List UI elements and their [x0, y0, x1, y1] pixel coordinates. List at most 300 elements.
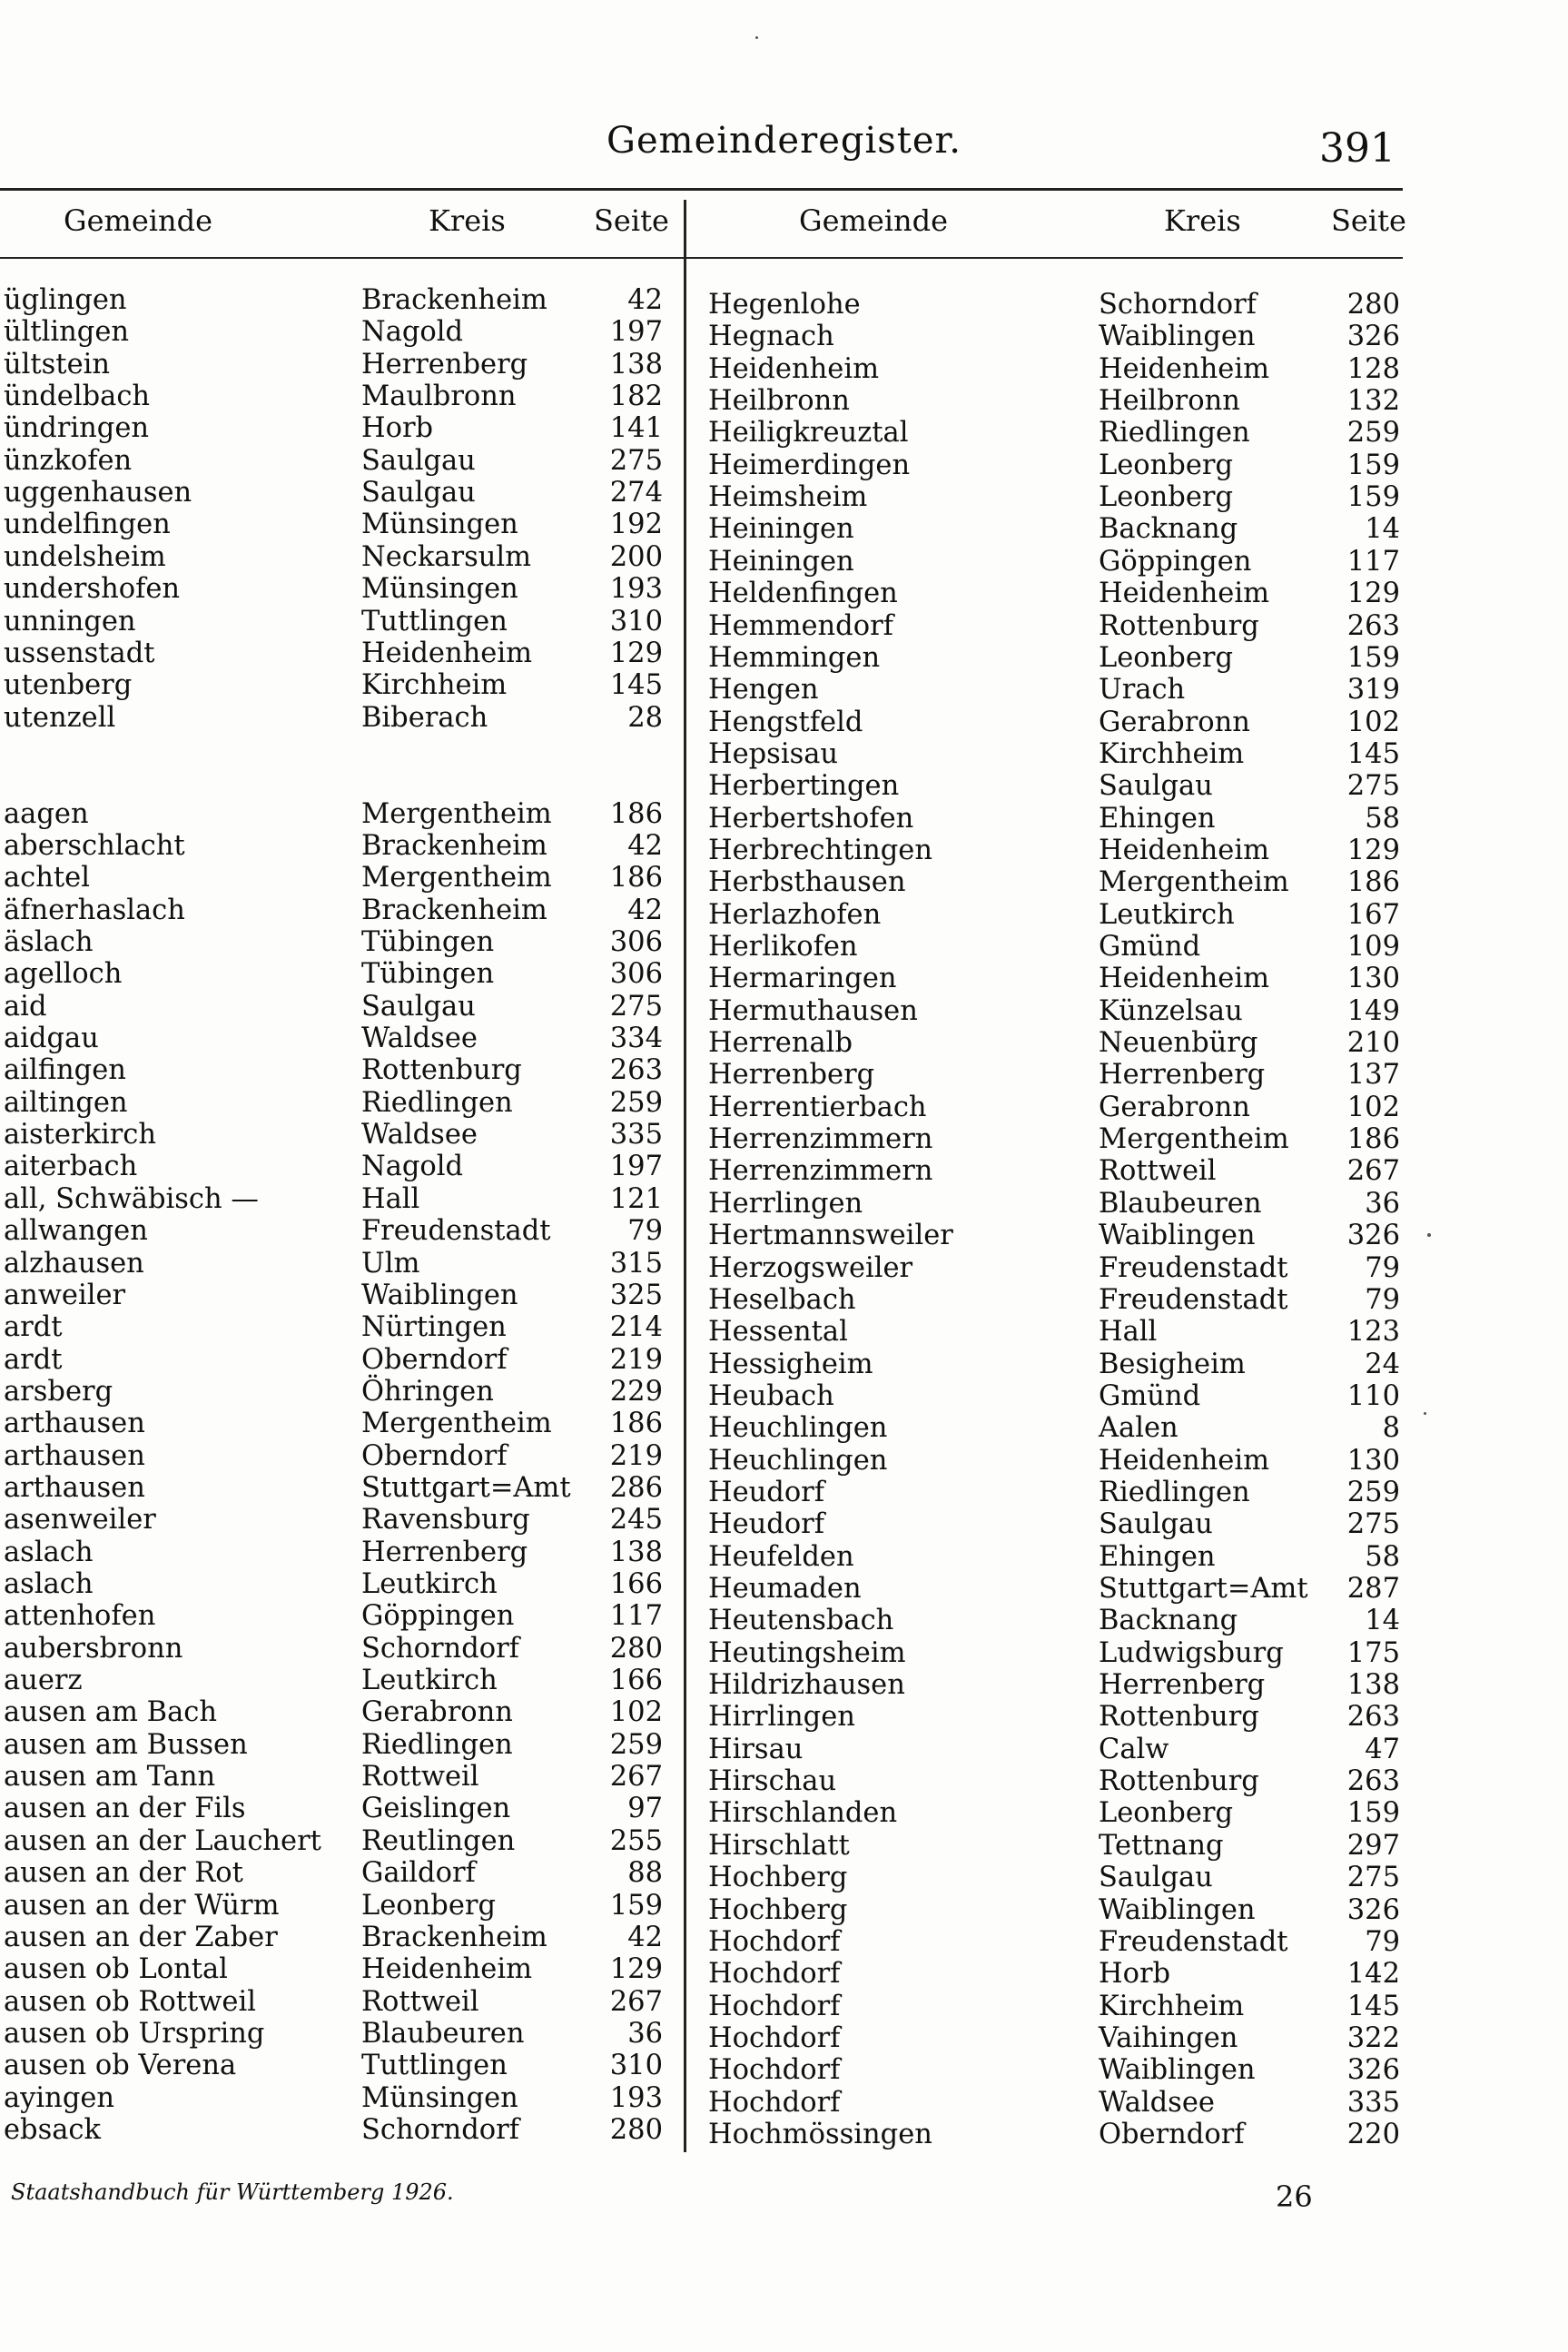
kreis-name: Waiblingen	[1099, 321, 1256, 353]
register-row	[692, 321, 1409, 352]
seite-number: 79	[627, 1215, 663, 1248]
register-row	[0, 926, 672, 958]
gemeinde-name: asenweiler	[4, 1504, 156, 1537]
kreis-name: Schorndorf	[1099, 289, 1257, 321]
kreis-name: Waldsee	[361, 1023, 478, 1055]
seite-number: 166	[609, 1665, 663, 1697]
gemeinde-name: Heuchlingen	[708, 1412, 888, 1445]
register-row	[692, 1926, 1409, 1958]
gemeinde-name: Heubach	[708, 1379, 834, 1412]
gemeinde-name: undelsheim	[4, 540, 166, 573]
register-row	[0, 1183, 672, 1215]
seite-number: 102	[1346, 1091, 1400, 1123]
kreis-name: Vaihingen	[1099, 2021, 1238, 2054]
kreis-name: Backnang	[1099, 513, 1238, 546]
seite-number: 335	[609, 1119, 663, 1151]
seite-number: 129	[1346, 834, 1400, 866]
footer-source: Staatshandbuch für Württemberg 1926.	[11, 2179, 454, 2205]
register-row	[692, 578, 1409, 609]
register-row	[0, 1087, 672, 1119]
register-row	[692, 1637, 1409, 1669]
gemeinde-name: ausen an der Lauchert	[4, 1824, 321, 1857]
kreis-name: Gmünd	[1099, 931, 1201, 963]
register-row	[0, 637, 672, 669]
gemeinde-name: ündelbach	[4, 380, 151, 413]
gemeinde-name: Hertmannsweiler	[708, 1220, 953, 1252]
kreis-name: Kirchheim	[1099, 1990, 1245, 2022]
register-row	[0, 445, 672, 477]
kreis-name: Leonberg	[1099, 641, 1233, 674]
seite-number: 259	[609, 1086, 663, 1119]
gemeinde-name: achtel	[4, 862, 90, 894]
kreis-name: Hall	[1099, 1316, 1158, 1349]
register-row	[0, 1922, 672, 1953]
seite-number: 297	[1346, 1829, 1400, 1862]
register-row	[692, 1445, 1409, 1477]
register-row	[692, 931, 1409, 963]
register-row	[0, 1054, 672, 1086]
seite-number: 128	[1346, 352, 1400, 385]
register-row	[692, 1894, 1409, 1926]
register-row	[692, 770, 1409, 802]
gemeinde-name: Hochdorf	[708, 1958, 841, 1991]
kreis-name: Leonberg	[1099, 481, 1233, 514]
kreis-name: Nagold	[361, 1151, 464, 1183]
left-header-gemeinde: Gemeinde	[64, 203, 213, 238]
kreis-name: Mergentheim	[361, 862, 552, 894]
seite-number: 306	[609, 958, 663, 991]
gemeinde-name: ardt	[4, 1311, 63, 1344]
seite-number: 186	[609, 797, 663, 830]
register-row	[0, 1633, 672, 1665]
kreis-name: Leutkirch	[1099, 898, 1235, 931]
gemeinde-name: Herbrechtingen	[708, 834, 932, 866]
gemeinde-name: Hessigheim	[708, 1348, 873, 1380]
kreis-name: Brackenheim	[361, 894, 547, 926]
kreis-name: Leutkirch	[361, 1665, 498, 1697]
register-row	[0, 1665, 672, 1696]
seite-number: 79	[1365, 1925, 1400, 1958]
gemeinde-name: üglingen	[4, 284, 127, 316]
gemeinde-name: Hochdorf	[708, 1990, 841, 2022]
gemeinde-name: aslach	[4, 1536, 94, 1568]
kreis-name: Riedlingen	[361, 1728, 513, 1761]
register-row	[692, 1573, 1409, 1605]
gemeinde-name: Herbertingen	[708, 770, 900, 803]
register-row	[692, 1605, 1409, 1636]
register-row	[0, 1890, 672, 1922]
gemeinde-name: Hirschlanden	[708, 1797, 898, 1830]
gemeinde-name: Herbsthausen	[708, 866, 906, 899]
register-row	[0, 1761, 672, 1793]
register-row	[692, 1412, 1409, 1444]
register-row	[692, 1862, 1409, 1893]
gemeinde-name: Heimerdingen	[708, 449, 911, 481]
register-row	[692, 1797, 1409, 1829]
register-row	[0, 798, 672, 830]
gemeinde-name: ausen am Tann	[4, 1761, 216, 1794]
gemeinde-name: Heudorf	[708, 1476, 825, 1508]
register-row	[0, 541, 672, 573]
gemeinde-name: Heimsheim	[708, 481, 868, 514]
kreis-name: Heidenheim	[1099, 1444, 1269, 1477]
gemeinde-name: Heudorf	[708, 1508, 825, 1541]
register-row	[692, 513, 1409, 545]
right-header-seite: Seite	[1331, 203, 1406, 238]
register-row	[692, 866, 1409, 898]
register-row	[692, 642, 1409, 674]
register-row	[0, 1311, 672, 1343]
seite-number: 88	[627, 1857, 663, 1890]
gemeinde-name: Herlazhofen	[708, 898, 882, 931]
kreis-name: Rottweil	[361, 1985, 479, 2018]
kreis-name: Herrenberg	[361, 1536, 528, 1568]
gemeinde-name: Hemmendorf	[708, 609, 893, 642]
kreis-name: Oberndorf	[1099, 2118, 1245, 2150]
register-row	[692, 835, 1409, 866]
gemeinde-name: ausen an der Fils	[4, 1793, 246, 1825]
kreis-name: Hall	[361, 1182, 420, 1215]
kreis-name: Heidenheim	[1099, 963, 1269, 995]
gemeinde-name: ültstein	[4, 348, 111, 380]
register-row	[0, 2018, 672, 2050]
kreis-name: Ulm	[361, 1247, 420, 1280]
seite-number: 219	[609, 1439, 663, 1472]
kreis-name: Schorndorf	[361, 2113, 519, 2146]
seite-number: 109	[1346, 931, 1400, 963]
seite-number: 275	[1346, 1508, 1400, 1541]
gemeinde-name: Heldenfingen	[708, 578, 898, 610]
gemeinde-name: Hochberg	[708, 1862, 848, 1894]
register-row	[0, 702, 672, 734]
kreis-name: Waiblingen	[361, 1279, 518, 1311]
register-row	[0, 669, 672, 701]
seite-number: 145	[1346, 737, 1400, 770]
gemeinde-name: aid	[4, 990, 47, 1023]
gemeinde-name: Hochmössingen	[708, 2118, 932, 2150]
kreis-name: Waiblingen	[1099, 2054, 1256, 2087]
gemeinde-name: aslach	[4, 1568, 94, 1600]
seite-number: 137	[1346, 1059, 1400, 1092]
seite-number: 102	[609, 1696, 663, 1729]
register-row	[0, 349, 672, 380]
seite-number: 186	[1346, 1123, 1400, 1156]
seite-number: 267	[609, 1985, 663, 2018]
kreis-name: Freudenstadt	[1099, 1251, 1288, 1284]
kreis-name: Heidenheim	[1099, 834, 1269, 866]
gemeinde-name: arsberg	[4, 1375, 113, 1408]
register-row	[692, 1027, 1409, 1059]
seite-number: 138	[1346, 1669, 1400, 1702]
seite-number: 145	[1346, 1990, 1400, 2022]
seite-number: 315	[609, 1247, 663, 1280]
gemeinde-name: Herrlingen	[708, 1187, 863, 1220]
kreis-name: Blaubeuren	[1099, 1187, 1262, 1220]
kreis-name: Gmünd	[1099, 1379, 1201, 1412]
register-row	[0, 1151, 672, 1182]
register-row	[692, 738, 1409, 770]
gemeinde-name: Hermaringen	[708, 963, 897, 995]
gemeinde-name: ausen ob Rottweil	[4, 1985, 256, 2018]
seite-number: 97	[627, 1793, 663, 1825]
register-row	[692, 1669, 1409, 1701]
left-header-seite: Seite	[594, 203, 669, 238]
gemeinde-name: utenberg	[4, 669, 133, 702]
kreis-name: Ravensburg	[361, 1504, 530, 1537]
seite-number: 42	[627, 829, 663, 862]
footer-sheet-number: 26	[1276, 2179, 1313, 2214]
register-row	[0, 1504, 672, 1536]
register-row	[692, 1701, 1409, 1733]
kreis-name: Geislingen	[361, 1793, 511, 1825]
gemeinde-name: Herzogsweiler	[708, 1251, 913, 1284]
kreis-name: Saulgau	[361, 990, 476, 1023]
kreis-name: Ehingen	[1099, 1540, 1216, 1573]
seite-number: 186	[1346, 866, 1400, 899]
kreis-name: Heidenheim	[361, 637, 532, 669]
register-row	[692, 1991, 1409, 2022]
gemeinde-name: ausen am Bach	[4, 1696, 217, 1729]
kreis-name: Freudenstadt	[1099, 1925, 1288, 1958]
register-row	[692, 1059, 1409, 1091]
register-row	[692, 1349, 1409, 1380]
register-row	[692, 1830, 1409, 1862]
seite-number: 159	[609, 1889, 663, 1922]
seite-number: 280	[1346, 289, 1400, 321]
kreis-name: Freudenstadt	[1099, 1283, 1288, 1316]
kreis-name: Saulgau	[1099, 1862, 1213, 1894]
kreis-name: Kirchheim	[361, 669, 508, 702]
gemeinde-name: Hegnach	[708, 321, 834, 353]
kreis-name: Reutlingen	[361, 1824, 516, 1857]
seite-number: 325	[609, 1279, 663, 1311]
kreis-name: Mergentheim	[361, 797, 552, 830]
scan-speck	[755, 36, 758, 39]
seite-number: 287	[1346, 1573, 1400, 1605]
seite-number: 186	[609, 862, 663, 894]
gemeinde-name: agelloch	[4, 958, 123, 991]
register-row	[0, 477, 672, 509]
seite-number: 193	[609, 573, 663, 606]
kreis-name: Backnang	[1099, 1605, 1238, 1637]
seite-number: 166	[609, 1568, 663, 1600]
gemeinde-name: aubersbronn	[4, 1632, 183, 1665]
seite-number: 192	[609, 509, 663, 541]
seite-number: 159	[1346, 641, 1400, 674]
register-row	[0, 380, 672, 412]
seite-number: 79	[1365, 1251, 1400, 1284]
kreis-name: Calw	[1099, 1733, 1169, 1765]
register-row	[0, 1953, 672, 1985]
kreis-name: Saulgau	[361, 444, 476, 477]
gemeinde-name: Herrenzimmern	[708, 1123, 933, 1156]
seite-number: 14	[1365, 1605, 1400, 1637]
register-row	[0, 1825, 672, 1857]
kreis-name: Heidenheim	[1099, 352, 1269, 385]
kreis-name: Neuenbürg	[1099, 1027, 1258, 1060]
seite-number: 267	[1346, 1155, 1400, 1188]
gemeinde-name: Hochdorf	[708, 2054, 841, 2087]
gemeinde-name: ussenstadt	[4, 637, 155, 669]
seite-number: 102	[1346, 706, 1400, 738]
seite-number: 138	[609, 348, 663, 380]
kreis-name: Herrenberg	[1099, 1669, 1266, 1702]
gemeinde-name: Hessental	[708, 1316, 848, 1349]
seite-number: 259	[609, 1728, 663, 1761]
seite-number: 197	[609, 1151, 663, 1183]
register-row	[692, 707, 1409, 738]
gemeinde-name: Hochberg	[708, 1893, 848, 1926]
gemeinde-name: aisterkirch	[4, 1119, 157, 1151]
right-header-gemeinde: Gemeinde	[799, 203, 949, 238]
gemeinde-name: allwangen	[4, 1215, 148, 1248]
kreis-name: Riedlingen	[1099, 417, 1250, 450]
kreis-name: Ehingen	[1099, 802, 1216, 835]
gemeinde-name: ayingen	[4, 2081, 115, 2114]
seite-number: 280	[609, 1632, 663, 1665]
kreis-name: Tübingen	[361, 958, 495, 991]
kreis-name: Saulgau	[361, 477, 476, 509]
seite-number: 335	[1346, 2086, 1400, 2119]
kreis-name: Nagold	[361, 316, 464, 349]
running-title: Gemeinderegister.	[606, 120, 962, 162]
seite-number: 175	[1346, 1636, 1400, 1669]
register-row	[0, 862, 672, 894]
register-row	[0, 1600, 672, 1632]
gemeinde-name: Hochdorf	[708, 2086, 841, 2119]
kreis-name: Heidenheim	[1099, 578, 1269, 610]
gemeinde-name: Hirschau	[708, 1765, 837, 1798]
seite-number: 263	[609, 1054, 663, 1087]
register-row	[0, 2114, 672, 2146]
gemeinde-name: arthausen	[4, 1439, 145, 1472]
seite-number: 36	[627, 2017, 663, 2050]
kreis-name: Tuttlingen	[361, 2050, 508, 2082]
gemeinde-name: undelfingen	[4, 509, 171, 541]
gemeinde-name: aagen	[4, 797, 89, 830]
register-row	[692, 481, 1409, 513]
register-row	[0, 1986, 672, 2018]
seite-number: 58	[1365, 1540, 1400, 1573]
seite-number: 275	[609, 444, 663, 477]
register-row	[0, 316, 672, 348]
gemeinde-name: ausen ob Lontal	[4, 1953, 228, 1986]
register-row	[0, 766, 672, 797]
kreis-name: Heidenheim	[361, 1953, 532, 1986]
gemeinde-name: Hegenlohe	[708, 289, 861, 321]
seite-number: 275	[609, 990, 663, 1023]
gemeinde-name: Heilbronn	[708, 385, 850, 418]
kreis-name: Heilbronn	[1099, 385, 1240, 418]
kreis-name: Brackenheim	[361, 829, 547, 862]
kreis-name: Herrenberg	[1099, 1059, 1266, 1092]
register-row	[692, 1092, 1409, 1123]
kreis-name: Öhringen	[361, 1375, 494, 1408]
gemeinde-name: ausen an der Rot	[4, 1857, 243, 1890]
register-row	[692, 2119, 1409, 2150]
kreis-name: Saulgau	[1099, 1508, 1213, 1541]
seite-number: 310	[609, 605, 663, 637]
seite-number: 263	[1346, 1701, 1400, 1734]
seite-number: 197	[609, 316, 663, 349]
kreis-name: Urach	[1099, 674, 1186, 707]
register-row	[0, 958, 672, 990]
seite-number: 123	[1346, 1316, 1400, 1349]
kreis-name: Leonberg	[1099, 1797, 1233, 1830]
register-row	[692, 1958, 1409, 1990]
seite-number: 267	[609, 1761, 663, 1794]
register-row	[692, 1220, 1409, 1251]
register-row	[0, 830, 672, 862]
seite-number: 274	[609, 477, 663, 509]
scan-speck	[1427, 1233, 1431, 1237]
register-row	[0, 1215, 672, 1247]
kreis-name: Waiblingen	[1099, 1220, 1256, 1252]
kreis-name: Oberndorf	[361, 1343, 508, 1376]
register-row	[692, 1188, 1409, 1220]
register-row	[0, 1857, 672, 1889]
kreis-name: Kirchheim	[1099, 737, 1245, 770]
seite-number: 36	[1365, 1187, 1400, 1220]
kreis-name: Horb	[361, 412, 434, 445]
seite-number: 219	[609, 1343, 663, 1376]
register-row	[692, 1155, 1409, 1187]
kreis-name: Leutkirch	[361, 1568, 498, 1600]
gemeinde-name: Hirsau	[708, 1733, 804, 1765]
gemeinde-name: Heiligkreuztal	[708, 417, 909, 450]
kreis-name: Besigheim	[1099, 1348, 1246, 1380]
kreis-name: Göppingen	[361, 1600, 515, 1633]
register-row	[692, 610, 1409, 642]
seite-number: 255	[609, 1824, 663, 1857]
kreis-name: Waldsee	[1099, 2086, 1215, 2119]
register-row	[0, 734, 672, 766]
seite-number: 182	[609, 380, 663, 413]
seite-number: 326	[1346, 1220, 1400, 1252]
seite-number: 129	[1346, 578, 1400, 610]
kreis-name: Stuttgart=Amt	[361, 1471, 571, 1504]
kreis-name: Ludwigsburg	[1099, 1636, 1284, 1669]
register-row	[692, 1380, 1409, 1412]
left-header-kreis: Kreis	[429, 203, 506, 238]
register-row	[0, 1248, 672, 1280]
gemeinde-name: Herrenberg	[708, 1059, 875, 1092]
gemeinde-name: ausen ob Urspring	[4, 2017, 265, 2050]
register-row	[0, 2050, 672, 2081]
register-row	[0, 1408, 672, 1439]
kreis-name: Horb	[1099, 1958, 1171, 1991]
right-header-kreis: Kreis	[1164, 203, 1241, 238]
seite-number: 322	[1346, 2021, 1400, 2054]
gemeinde-name: Hemmingen	[708, 641, 881, 674]
gemeinde-name: unningen	[4, 605, 136, 637]
register-row	[0, 412, 672, 444]
gemeinde-name: Herlikofen	[708, 931, 858, 963]
gemeinde-name: Heutensbach	[708, 1605, 894, 1637]
kreis-name: Aalen	[1099, 1412, 1178, 1445]
register-row	[692, 1252, 1409, 1284]
gemeinde-name: Heumaden	[708, 1573, 862, 1605]
seite-number: 159	[1346, 1797, 1400, 1830]
register-row	[0, 1537, 672, 1568]
gemeinde-name: Heiningen	[708, 545, 854, 578]
register-row	[0, 894, 672, 926]
kreis-name: Mergentheim	[1099, 1123, 1289, 1156]
gemeinde-name: Hochdorf	[708, 1925, 841, 1958]
kreis-name: Leonberg	[361, 1889, 496, 1922]
kreis-name: Gerabronn	[361, 1696, 513, 1729]
kreis-name: Rottenburg	[361, 1054, 522, 1087]
